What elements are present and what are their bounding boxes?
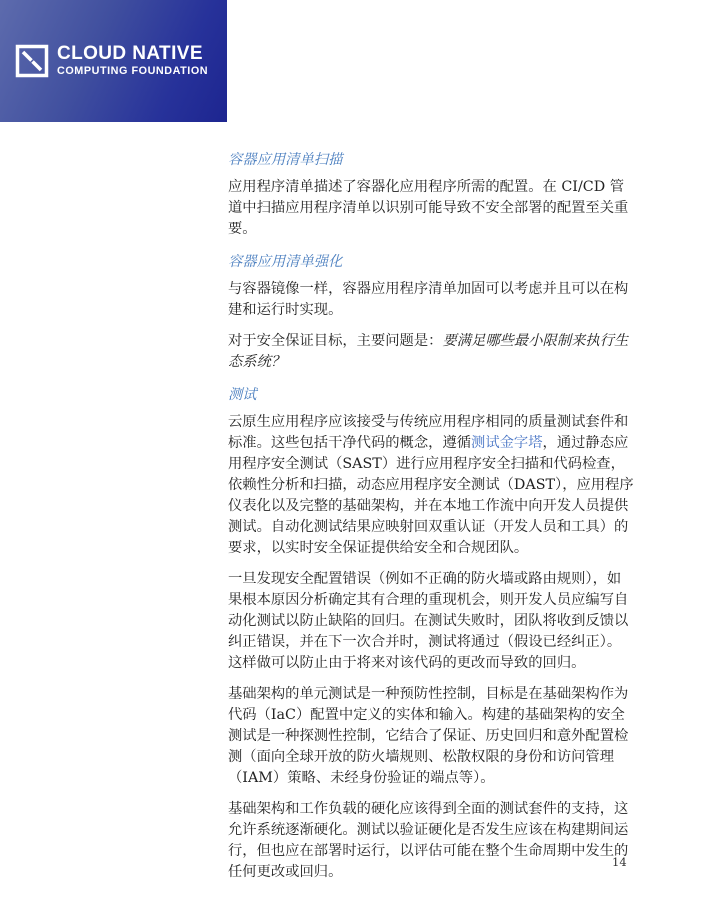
cncf-logo-icon xyxy=(15,44,49,78)
paragraph-testing-overview xyxy=(228,412,634,559)
paragraph-infrastructure-unit-testing: 基础架构的单元测试是一种预防性控制，目标是在基础架构作为代码（IaC）配置中定义的实体和输入。构建的基础架构的安全测试是一种探测性控制，它结合了保证、历史回归和意外配置检测（面向全球开放的防火墙规则、松散权限的身份和访问管理（IAM）策略、未经身份验证的端点等）。 xyxy=(228,686,629,786)
page-content xyxy=(228,150,634,893)
paragraph-misconfiguration-regression: 一旦发现安全配置错误（例如不正确的防火墙或路由规则），如果根本原因分析确定其有合理的重现机会，则开发人员应编写自动化测试以防止缺陷的回归。在测试失败时，团队将收到反馈以纠正错误，并在下一次合并时，测试将通过（假设已经纠正）。这样做可以防止由于将来对该代码的更改而导致的回归。 xyxy=(228,571,629,671)
logo-title: CLOUD NATIVE xyxy=(57,43,203,65)
testing-text-after-link: ，通过静态应用程序安全测试（SAST）进行应用程序安全扫描和代码检查，依赖性分析和扫描，动态应用程序安全测试（DAST），应用程序仪表化以及完整的基础架构，并在本地工作流中向开发人员提供测试。自动化测试结果应映射回双重认证（开发人员和工具）的要求，以实时安全保证提供给安全和合规团队。 xyxy=(228,435,634,556)
section-heading-testing: 测试 xyxy=(228,387,257,403)
paragraph-manifest-hardening: 与容器镜像一样，容器应用程序清单加固可以考虑并且可以在构建和运行时实现。 xyxy=(228,281,629,318)
paragraph-assurance-question xyxy=(228,331,634,373)
testing-text-before-link: 云原生应用程序应该接受与传统应用程序相同的质量测试套件和标准。这些包括干净代码的概念，遵循 xyxy=(228,414,629,451)
section-heading-manifest-hardening: 容器应用清单强化 xyxy=(228,254,343,270)
assurance-question-italic: 要满足哪些最小限制来执行生态系统？ xyxy=(228,333,629,370)
paragraph-hardening-test-suites: 基础架构和工作负载的硬化应该得到全面的测试套件的支持，这允许系统逐渐硬化。测试以验证硬化是否发生应该在构建期间运行，但也应在部署时运行，以评估可能在整个生命周期中发生的任何更改或回归。 xyxy=(228,801,629,880)
header-banner xyxy=(0,0,227,122)
test-pyramid-link[interactable]: 测试金字塔 xyxy=(471,435,543,451)
logo-subtitle: COMPUTING FOUNDATION xyxy=(57,65,209,78)
section-heading-manifest-scanning: 容器应用清单扫描 xyxy=(228,152,343,168)
logo-wordmark xyxy=(57,44,208,77)
paragraph-manifest-scanning: 应用程序清单描述了容器化应用程序所需的配置。在 CI/CD 管道中扫描应用程序清单以识别可能导致不安全部署的配置至关重要。 xyxy=(228,179,629,237)
assurance-question-lead: 对于安全保证目标，主要问题是： xyxy=(228,333,443,349)
page-number: 14 xyxy=(612,855,627,869)
